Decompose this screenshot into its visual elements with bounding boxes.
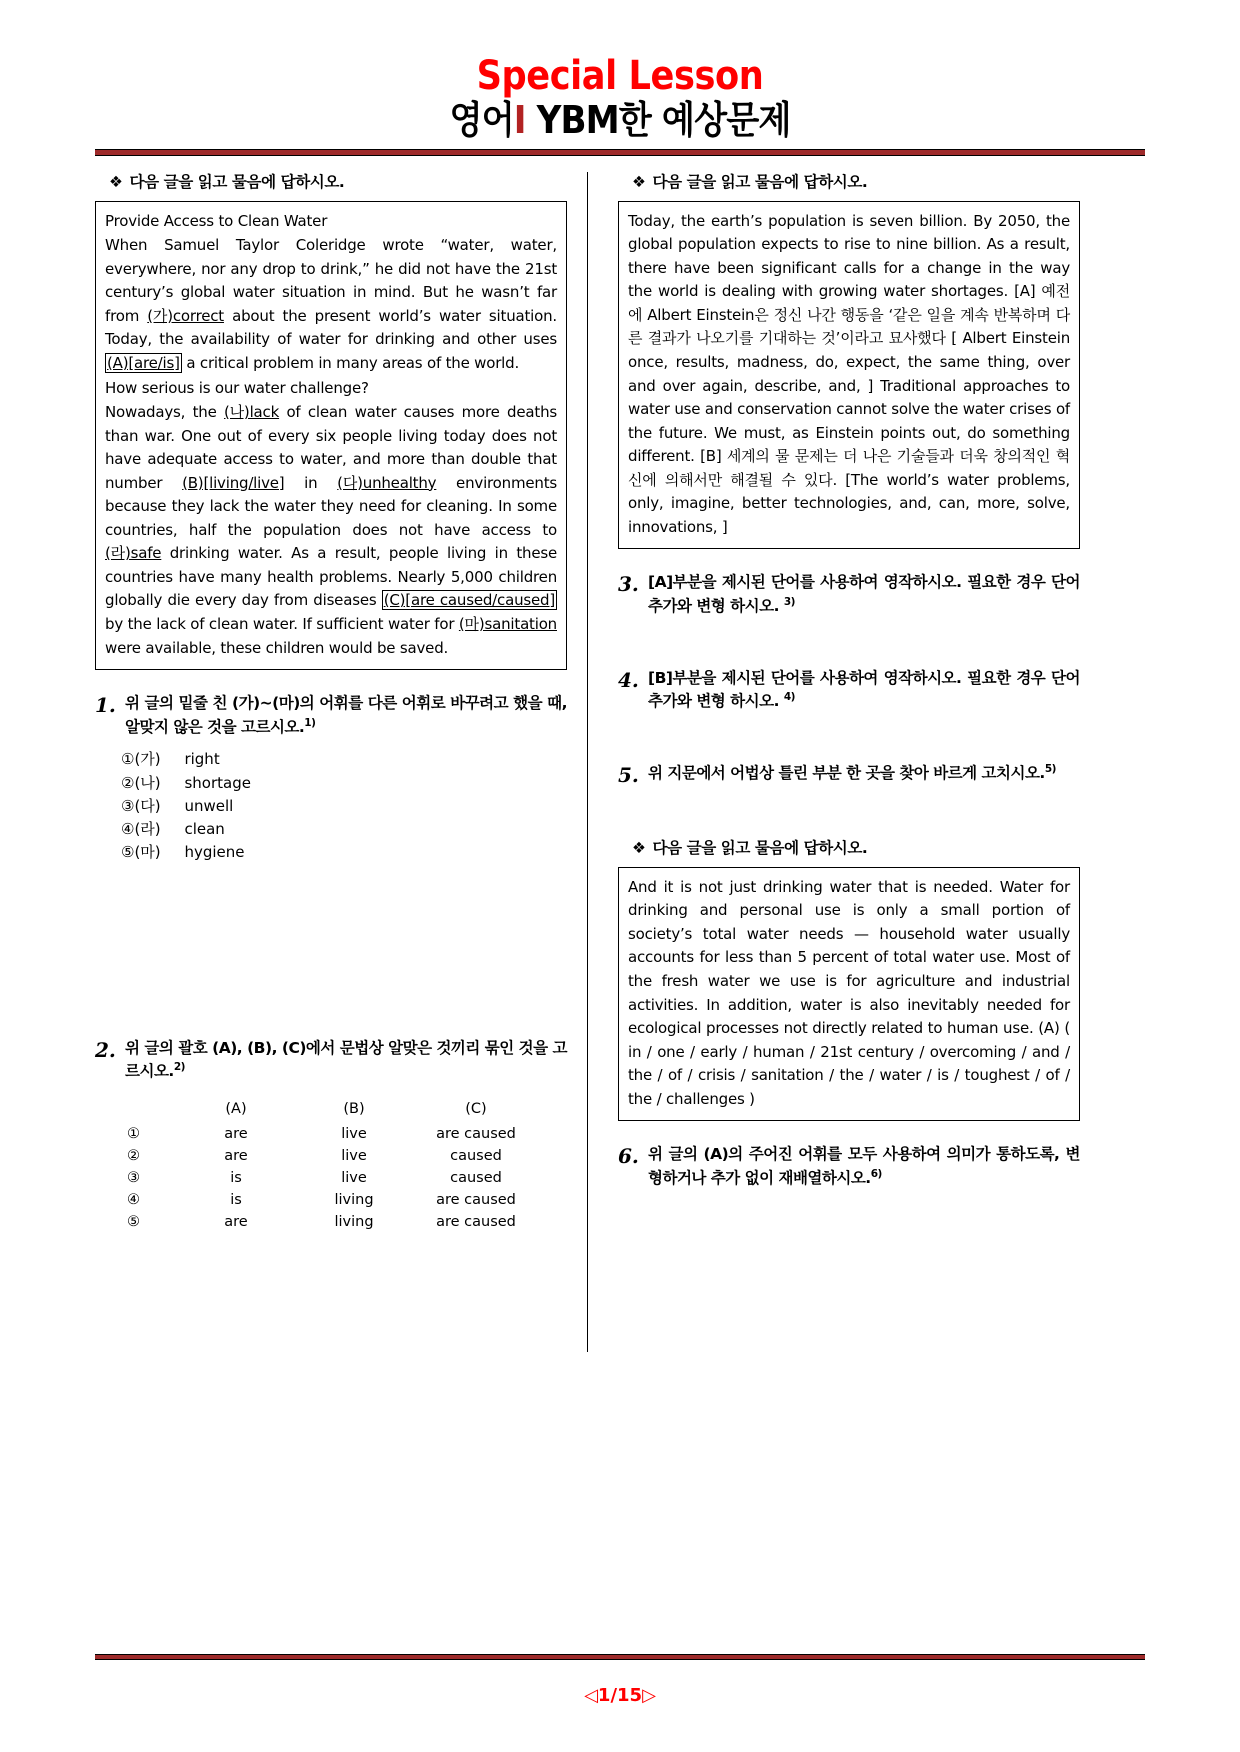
header-blank	[119, 1098, 177, 1123]
choice-item[interactable]	[121, 795, 567, 818]
vocab-ga: (가)correct	[147, 306, 224, 325]
title-korean-roman: I	[513, 98, 526, 142]
header-divider-rule	[95, 149, 1145, 156]
title-korean	[148, 99, 1093, 143]
cell-A: is	[230, 1169, 242, 1186]
question-5-text	[648, 762, 1080, 786]
passage-text: Nowadays, the	[105, 403, 224, 422]
question-5	[618, 762, 1080, 788]
question-5-prompt: 위 지문에서 어법상 틀린 부분 한 곳을 찾아 바르게 고치시오.	[648, 764, 1045, 782]
choice-word: right	[184, 750, 220, 769]
left-passage-box	[95, 201, 567, 670]
vertical-spacer	[618, 619, 1080, 645]
table-row[interactable]	[119, 1211, 539, 1233]
choice-word: hygiene	[184, 843, 245, 862]
question-4	[618, 667, 1080, 714]
question-3	[618, 571, 1080, 618]
table-header-row	[119, 1098, 539, 1123]
right-directive-1	[618, 170, 1080, 192]
right-directive-2	[618, 836, 1080, 858]
cell-A: are	[224, 1213, 248, 1230]
choice-marker: ④	[121, 820, 135, 839]
title-korean-post: YBM한 예상문제	[525, 98, 791, 142]
question-6-footnote: 6)	[870, 1167, 882, 1180]
right-passage-box-1	[618, 201, 1080, 550]
row-marker: ②	[127, 1147, 140, 1164]
question-1-text	[125, 692, 567, 739]
cell-C: are caused	[436, 1191, 516, 1208]
question-2-prompt: 위 글의 괄호 (A), (B), (C)에서 문법상 알맞은 것끼리 묶인 것을 고르시오.	[125, 1038, 567, 1081]
passage-text: of clean water causes more deaths than war. One out of every six people living today does not have adequate access to water, and more than double that number	[105, 403, 557, 492]
question-2-text	[125, 1037, 567, 1084]
choice-label: (라)	[134, 820, 161, 839]
table-row[interactable]	[119, 1167, 539, 1189]
choice-C-bracket: (C)[are caused/caused]	[383, 591, 555, 610]
choice-item[interactable]	[121, 748, 567, 771]
choice-A-bracket: (A)[are/is]	[107, 353, 180, 372]
choice-word: shortage	[184, 773, 251, 792]
question-1-choices	[121, 748, 567, 864]
row-marker: ④	[127, 1191, 140, 1208]
right-passage-2-text: And it is not just drinking water that is needed. Water for drinking and personal use is only a small portion of society’s total water needs — household water usually accounts for less than 5 percent of total water use. Most of the fresh water we use is for agriculture and industrial activities. In addition, water is also inevitably needed for ecological processes not directly related to human use. (A) ( in / one / early / human / 21st century / overcoming / and / the / of / crisis / sanitation / the / water / is / toughest / of / the / challenges )	[628, 877, 1070, 1108]
cell-B: live	[341, 1147, 367, 1164]
vertical-spacer	[618, 714, 1080, 740]
right-directive-2-text: 다음 글을 읽고 물음에 답하시오.	[652, 838, 868, 857]
right-column	[588, 170, 1080, 1352]
cell-A: is	[230, 1191, 242, 1208]
question-3-text	[648, 571, 1080, 618]
question-6-prompt: 위 글의 (A)의 주어진 어휘를 모두 사용하여 의미가 통하도록, 변형하거나 추가 없이 재배열하시오.	[648, 1145, 1080, 1188]
left-directive-text: 다음 글을 읽고 물음에 답하시오.	[129, 172, 345, 191]
header-A: (A)	[225, 1100, 247, 1117]
title-english: Special Lesson	[476, 53, 764, 99]
question-1-footnote: 1)	[304, 716, 316, 729]
question-3-prompt: [A]부분을 제시된 단어를 사용하여 영작하시오. 필요한 경우 단어추가와 변형 하시오.	[648, 573, 1080, 616]
vocab-ra: (라)safe	[105, 544, 162, 563]
question-2-number: 2.	[95, 1037, 116, 1062]
question-4-prompt: [B]부분을 제시된 단어를 사용하여 영작하시오. 필요한 경우 단어추가와 변형 하시오.	[648, 668, 1080, 711]
choice-marker: ①	[121, 750, 135, 769]
question-1-number: 1.	[95, 693, 116, 718]
question-1	[95, 692, 567, 739]
cell-C: are caused	[436, 1125, 516, 1142]
row-marker: ①	[127, 1125, 140, 1142]
row-marker: ⑤	[127, 1213, 140, 1230]
page-header	[95, 55, 1145, 143]
diamond-icon: ❖	[109, 172, 123, 191]
question-1-prompt: 위 글의 밑줄 친 (가)~(마)의 어휘를 다른 어휘로 바꾸려고 했을 때, 알맞지 않은 것을 고르시오.	[125, 694, 567, 736]
two-column-body	[95, 170, 1145, 1352]
passage-text: a critical problem in many areas of the world.	[181, 353, 520, 372]
question-2-footnote: 2)	[173, 1061, 185, 1074]
question-4-number: 4.	[618, 667, 639, 692]
table-row[interactable]	[119, 1145, 539, 1167]
choice-marker: ⑤	[121, 843, 135, 862]
left-column	[95, 170, 587, 1352]
cell-B: live	[341, 1169, 367, 1186]
passage-text: about the present world’s water situation. Today, the availability of water for drinking and other uses	[105, 306, 557, 349]
question-6-text	[648, 1143, 1080, 1190]
cell-A: are	[224, 1147, 248, 1164]
vocab-da: (다)unhealthy	[337, 473, 437, 492]
vocab-na: (나)lack	[223, 403, 280, 422]
left-directive	[95, 170, 567, 192]
question-5-number: 5.	[618, 762, 639, 787]
footer-divider-rule	[95, 1654, 1145, 1660]
question-5-footnote: 5)	[1044, 762, 1056, 775]
question-2	[95, 1037, 567, 1084]
cell-B: living	[334, 1213, 374, 1230]
cell-C: caused	[450, 1169, 502, 1186]
cell-C: caused	[450, 1147, 502, 1164]
title-korean-pre: 영어	[449, 98, 514, 142]
passage-text: by the lack of clean water. If sufficient water for	[105, 614, 459, 633]
question-3-footnote: 3)	[783, 595, 795, 608]
header-C: (C)	[465, 1100, 487, 1117]
passage-text: environments because they lack the water they need for cleaning. In some countries, half the population does not have access to	[105, 473, 557, 539]
header-B: (B)	[343, 1100, 365, 1117]
choice-item[interactable]	[121, 818, 567, 841]
question-6-number: 6.	[618, 1144, 639, 1169]
choice-label: (나)	[134, 773, 161, 792]
passage-text: were available, these children would be saved.	[105, 638, 449, 657]
choice-item[interactable]	[121, 841, 567, 864]
choice-marker: ②	[121, 773, 135, 792]
vocab-ma: (마)sanitation	[458, 614, 557, 633]
cell-B: live	[341, 1125, 367, 1142]
vertical-spacer	[618, 788, 1080, 836]
choice-word: unwell	[184, 796, 234, 815]
passage-paragraph-2: How serious is our water challenge?	[105, 378, 369, 397]
passage-text: in	[284, 473, 338, 492]
diamond-icon: ❖	[632, 172, 646, 191]
page-number: ◁1/15▷	[584, 1685, 656, 1706]
choice-B-bracket: (B)[living/live]	[182, 473, 285, 492]
choice-word: clean	[184, 820, 225, 839]
passage-heading: Provide Access to Clean Water	[105, 211, 328, 230]
row-marker: ③	[127, 1169, 140, 1186]
cell-B: living	[334, 1191, 374, 1208]
choice-item[interactable]	[121, 772, 567, 795]
table-row[interactable]	[119, 1189, 539, 1211]
cell-A: are	[224, 1125, 248, 1142]
question-4-text	[648, 667, 1080, 714]
choice-label: (가)	[134, 750, 161, 769]
choice-label: (다)	[134, 796, 161, 815]
vertical-spacer	[95, 865, 567, 1015]
cell-C: are caused	[436, 1213, 516, 1230]
question-6	[618, 1143, 1080, 1190]
right-passage-1-text: Today, the earth’s population is seven billion. By 2050, the global population expects to rise to nine billion. As a result, there have been significant calls for a change in the way the world is dealing with growing water shortages. [A] 예전에 Albert Einstein은 정신 나간 행동을 ‘같은 일을 계속 반복하며 다른 결과가 나오기를 기대하는 것’이라고 묘사했다 [ Albert Einstein once, results, madness, do, expect, the same thing, over and over again, describe, and, ] Traditional approaches to water use and conservation cannot solve the water crises of the future. We must, as Einstein points out, do something different. [B] 세계의 물 문제는 더 나은 기술들과 더욱 창의적인 혁신에 의해서만 해결될 수 있다. [The world’s water problems, only, imagine, better technologies, and, can, more, solve, innovations, ]	[628, 211, 1070, 536]
passage-paragraph-3	[105, 401, 557, 660]
choice-label: (마)	[134, 843, 161, 862]
question-3-number: 3.	[618, 572, 639, 597]
diamond-icon: ❖	[632, 838, 646, 857]
question-4-footnote: 4)	[783, 691, 795, 704]
table-row[interactable]	[119, 1123, 539, 1145]
choice-marker: ③	[121, 796, 135, 815]
passage-text: When Samuel Taylor Coleridge wrote “water, water, everywhere, nor any drop to drink,” he did not have the 21st century’s global water situation in mind. But he wasn’t far from	[105, 236, 557, 325]
right-passage-box-2	[618, 867, 1080, 1121]
passage-paragraph-1	[105, 234, 557, 375]
passage-text: drinking water. As a result, people living in these countries have many health problems. Nearly 5,000 children globally die every day from diseases	[105, 544, 557, 610]
right-directive-1-text: 다음 글을 읽고 물음에 답하시오.	[652, 172, 868, 191]
question-2-answer-table	[119, 1098, 539, 1233]
